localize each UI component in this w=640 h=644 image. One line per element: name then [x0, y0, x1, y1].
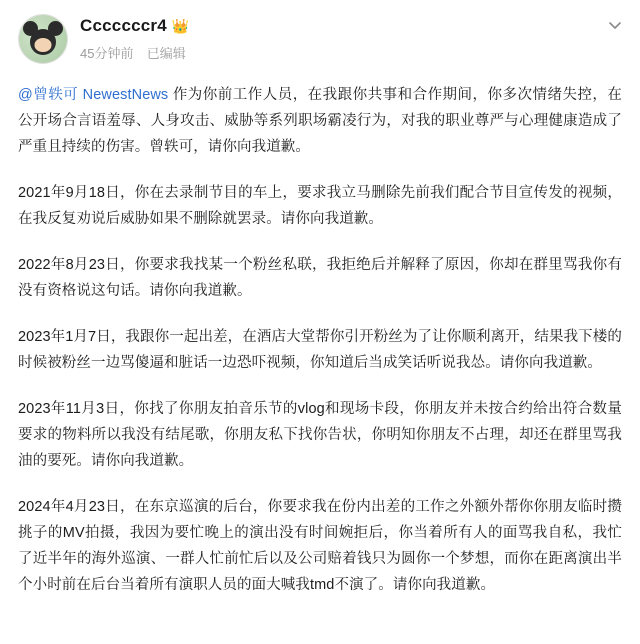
avatar[interactable]: [18, 14, 68, 64]
post-content: [18, 82, 622, 598]
post-paragraph-6: 2024年4月23日，在东京巡演的后台，你要求我在份内出差的工作之外额外帮你你朋友临时攒挑子的MV拍摄，我因为要忙晚上的演出没有时间婉拒后，你当着所有人的面骂我自私，我忙了近半年的海外巡演、一群人忙前忙后以及公司赔着钱只为圆你一个梦想，而你在距离演出半个小时前在后台当着所有演职人员的面大喊我tmd不演了。请你向我道歉。: [18, 499, 622, 593]
post-edited-label: 已编辑: [146, 46, 186, 61]
post-paragraph-4: 2023年1月7日，我跟你一起出差，在酒店大堂帮你引开粉丝为了让你顺利离开，结果我下楼的时候被粉丝一边骂傻逼和脏话一边恐吓视频，你知道后当成笑话听说我怂。请你向我道歉。: [18, 329, 622, 371]
post-paragraph-2: 2021年9月18日，你在去录制节目的车上，要求我立马删除先前我们配合节目宣传发的视频，在我反复劝说后威胁如果不删除就罢录。请你向我道歉。: [18, 185, 622, 227]
crown-icon: 👑: [171, 17, 190, 34]
post-paragraph-3: 2022年8月23日，你要求我找某一个粉丝私联，我拒绝后并解释了原因，你却在群里骂我你有没有资格说这句话。请你向我道歉。: [18, 257, 622, 299]
mention-link[interactable]: @曾轶可 NewestNews: [18, 87, 169, 103]
mouse-face-icon: [35, 38, 52, 52]
paragraph-text: 作为你前工作人员，在我跟你共事和合作期间，你多次情绪失控，在公开场合言语羞辱、人身攻击、威胁等系列职场霸凌行为，对我的职业尊严与心理健康造成了严重且持续的伤害。曾轶可，请你向我道歉。: [18, 87, 622, 155]
post-paragraph-5: 2023年11月3日，你找了你朋友拍音乐节的vlog和现场卡段，你朋友并未按合约给出符合数量要求的物料所以我没有结尾歌，你朋友私下找你告状，你明知你朋友不占理，却还在群里骂我油的要死。请你向我道歉。: [18, 401, 622, 469]
post-time: 45分钟前: [80, 46, 134, 61]
chevron-down-icon[interactable]: [606, 16, 624, 34]
post-meta: [80, 43, 622, 62]
author-name-row: [80, 14, 622, 34]
author-name[interactable]: Cccccccr4: [80, 16, 167, 35]
post-header: [18, 14, 622, 72]
post-paragraph-1: [18, 82, 622, 160]
author-info: [80, 14, 622, 62]
